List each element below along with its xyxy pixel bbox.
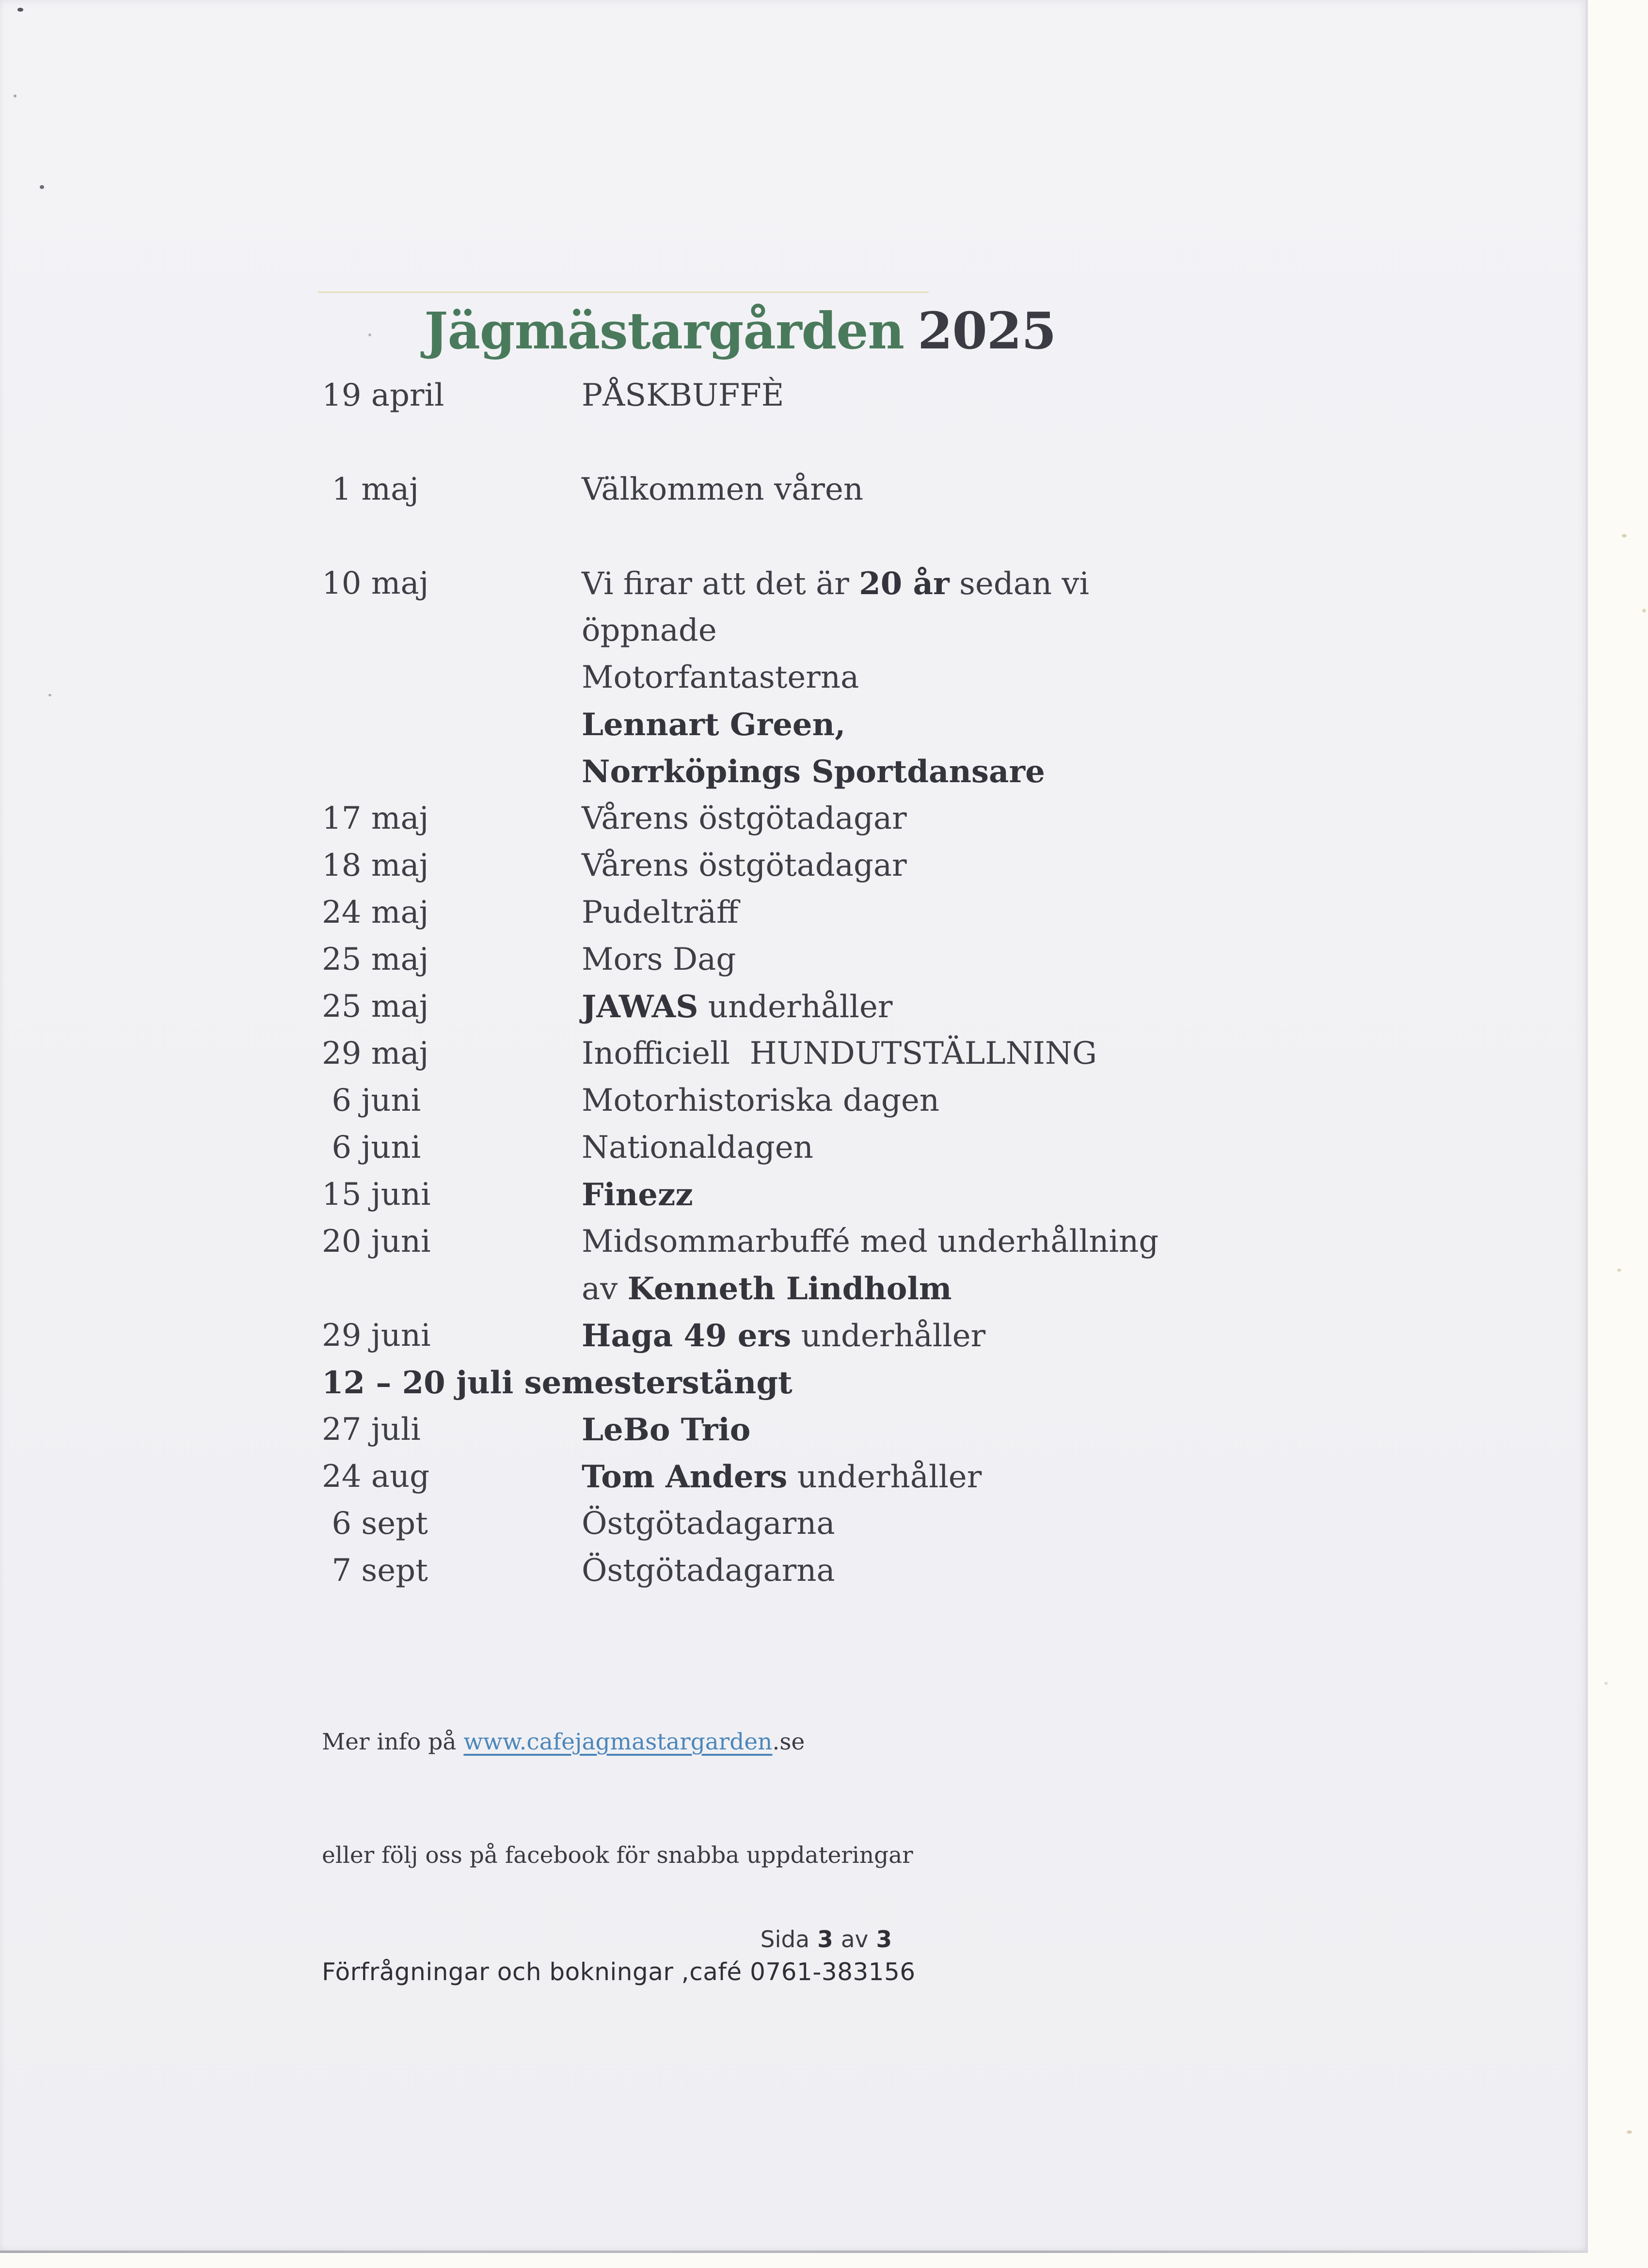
event-text: Östgötadagarna: [582, 1553, 835, 1589]
page-title-year: 2025: [918, 301, 1056, 361]
schedule-row: [322, 795, 1524, 842]
schedule-row: [322, 889, 1524, 936]
event-text-bold: Finezz: [582, 1177, 693, 1213]
event-text: Vårens östgötadagar: [582, 848, 907, 883]
event-date: 29 maj: [322, 1036, 429, 1071]
schedule-row: [322, 1171, 1524, 1218]
schedule-row: [322, 748, 1524, 795]
page-number-total: 3: [876, 1926, 892, 1953]
schedule-row: [322, 1453, 1524, 1500]
event-date: 6 juni: [322, 1083, 421, 1118]
event-description: [582, 1030, 1524, 1077]
event-text: underhåller: [698, 989, 893, 1025]
event-description: [582, 795, 1524, 842]
event-text-bold: Kenneth Lindholm: [627, 1271, 952, 1307]
event-date: 1 maj: [322, 472, 419, 507]
schedule-row: [322, 936, 1524, 983]
event-description: [582, 1124, 1524, 1171]
event-date: 29 juni: [322, 1318, 431, 1354]
event-description: [582, 983, 1524, 1030]
event-date: 10 maj: [322, 566, 429, 601]
schedule-row: [322, 983, 1524, 1030]
event-text: Östgötadagarna: [582, 1506, 835, 1542]
event-date: 6 sept: [322, 1506, 428, 1542]
event-text-bold: 12 – 20 juli semesterstängt: [322, 1365, 792, 1401]
event-text: Välkommen våren: [582, 472, 864, 507]
event-description: [582, 466, 1524, 513]
event-text-bold: JAWAS: [582, 989, 698, 1025]
paper-fiber-speck: [1627, 2130, 1632, 2134]
event-date: 24 maj: [322, 895, 429, 930]
event-text: sedan vi: [949, 566, 1090, 602]
event-description: [582, 1218, 1524, 1265]
schedule-row: [322, 654, 1524, 701]
schedule-row: [322, 1312, 1524, 1359]
event-description: [582, 936, 1524, 983]
event-date: 24 aug: [322, 1459, 430, 1495]
page-title-name: Jägmästargården: [424, 301, 904, 361]
paper-edge-bottom: [0, 2251, 1588, 2253]
event-text: Vi firar att det är: [582, 566, 859, 602]
booking-line: Förfrågningar och bokningar ,café 0761-383156: [322, 1958, 916, 1986]
page-number-of: av: [840, 1926, 869, 1953]
event-text: Inofficiell HUNDUTSTÄLLNING: [582, 1036, 1097, 1071]
schedule-row: [322, 1218, 1524, 1265]
page-number-current: 3: [817, 1926, 833, 1953]
event-description: [582, 607, 1524, 654]
page-number: [717, 1900, 892, 1980]
event-description: [582, 748, 1524, 795]
event-description: [582, 372, 1524, 419]
info-prefix: Mer info på: [322, 1729, 464, 1755]
event-text: Motorhistoriska dagen: [582, 1083, 940, 1118]
event-date: 6 juni: [322, 1130, 421, 1166]
event-text-bold: Lennart Green,: [582, 707, 846, 743]
schedule-row: [322, 1359, 1524, 1406]
event-text: Nationaldagen: [582, 1130, 813, 1166]
schedule-row: [322, 372, 1524, 419]
event-date: 20 juni: [322, 1224, 431, 1260]
event-description: [582, 560, 1524, 607]
event-date: 18 maj: [322, 848, 429, 883]
event-date: [322, 654, 582, 701]
schedule-row: [322, 466, 1524, 513]
event-text: PÅSKBUFFÈ: [582, 378, 784, 413]
event-text: Pudelträff: [582, 895, 739, 930]
schedule-spacer: [322, 513, 1524, 560]
event-text: Vårens östgötadagar: [582, 801, 907, 836]
event-description: [582, 1077, 1524, 1124]
event-date: 27 juli: [322, 1412, 421, 1448]
paper-speck: [14, 94, 16, 97]
event-description: [582, 1265, 1524, 1312]
event-date: 19 april: [322, 378, 444, 413]
event-schedule: [322, 372, 1524, 1594]
event-description: [582, 889, 1524, 936]
contact-info: [322, 1648, 916, 2066]
schedule-spacer: [322, 419, 1524, 466]
event-date: 7 sept: [322, 1553, 428, 1589]
event-text-bold: Tom Anders: [582, 1459, 788, 1495]
link-suffix: .se: [772, 1729, 805, 1755]
event-text: av: [582, 1271, 628, 1307]
event-text: underhåller: [791, 1318, 986, 1354]
paper-fiber-speck: [1617, 1269, 1621, 1272]
facebook-line: eller följ oss på facebook för snabba uppdateringar: [322, 1842, 913, 1869]
event-text: Motorfantasterna: [582, 660, 859, 695]
schedule-row: [322, 1547, 1524, 1594]
event-text-bold: LeBo Trio: [582, 1412, 751, 1448]
schedule-row: [322, 1124, 1524, 1171]
event-description: [582, 1500, 1524, 1547]
event-description: [582, 1312, 1524, 1359]
schedule-row: [322, 1265, 1524, 1312]
event-description: [582, 1406, 1524, 1453]
event-date: [322, 701, 582, 748]
event-description: [582, 1547, 1524, 1594]
schedule-row: [322, 842, 1524, 889]
event-date: [322, 748, 582, 795]
schedule-row: [322, 1030, 1524, 1077]
paper-fiber-speck: [1622, 534, 1627, 537]
closure-notice: [322, 1359, 1524, 1406]
event-date: 15 juni: [322, 1177, 431, 1213]
paper-speck: [17, 8, 23, 12]
paper-fiber-speck: [1604, 1682, 1608, 1685]
event-text: Midsommarbuffé med underhållning: [582, 1224, 1159, 1260]
paper-speck: [48, 694, 51, 696]
schedule-row: [322, 560, 1524, 607]
event-text: underhåller: [787, 1459, 982, 1495]
event-date: [322, 607, 582, 654]
schedule-row: [322, 607, 1524, 654]
info-line: [322, 1723, 916, 1761]
schedule-row: [322, 701, 1524, 748]
event-text-bold: Haga 49 ers: [582, 1318, 792, 1354]
paper-speck: [40, 185, 44, 189]
event-description: [582, 654, 1524, 701]
schedule-row: [322, 1077, 1524, 1124]
paper-edge-right: [1586, 0, 1587, 2253]
event-text-bold: Norrköpings Sportdansare: [582, 754, 1045, 790]
event-text: öppnade: [582, 613, 717, 648]
event-date: 25 maj: [322, 989, 429, 1024]
paper-fiber-speck: [1642, 609, 1646, 613]
event-text: Mors Dag: [582, 942, 736, 977]
event-text-bold: 20 år: [859, 566, 950, 602]
event-description: [582, 842, 1524, 889]
page-number-label: Sida: [760, 1926, 810, 1953]
schedule-row: [322, 1500, 1524, 1547]
website-link[interactable]: www.cafejagmastargarden: [463, 1729, 773, 1755]
event-description: [582, 701, 1524, 748]
event-date: 25 maj: [322, 942, 429, 977]
event-date: [322, 1265, 582, 1312]
schedule-row: [322, 1406, 1524, 1453]
event-description: [582, 1171, 1524, 1218]
event-description: [582, 1453, 1524, 1500]
event-date: 17 maj: [322, 801, 429, 836]
